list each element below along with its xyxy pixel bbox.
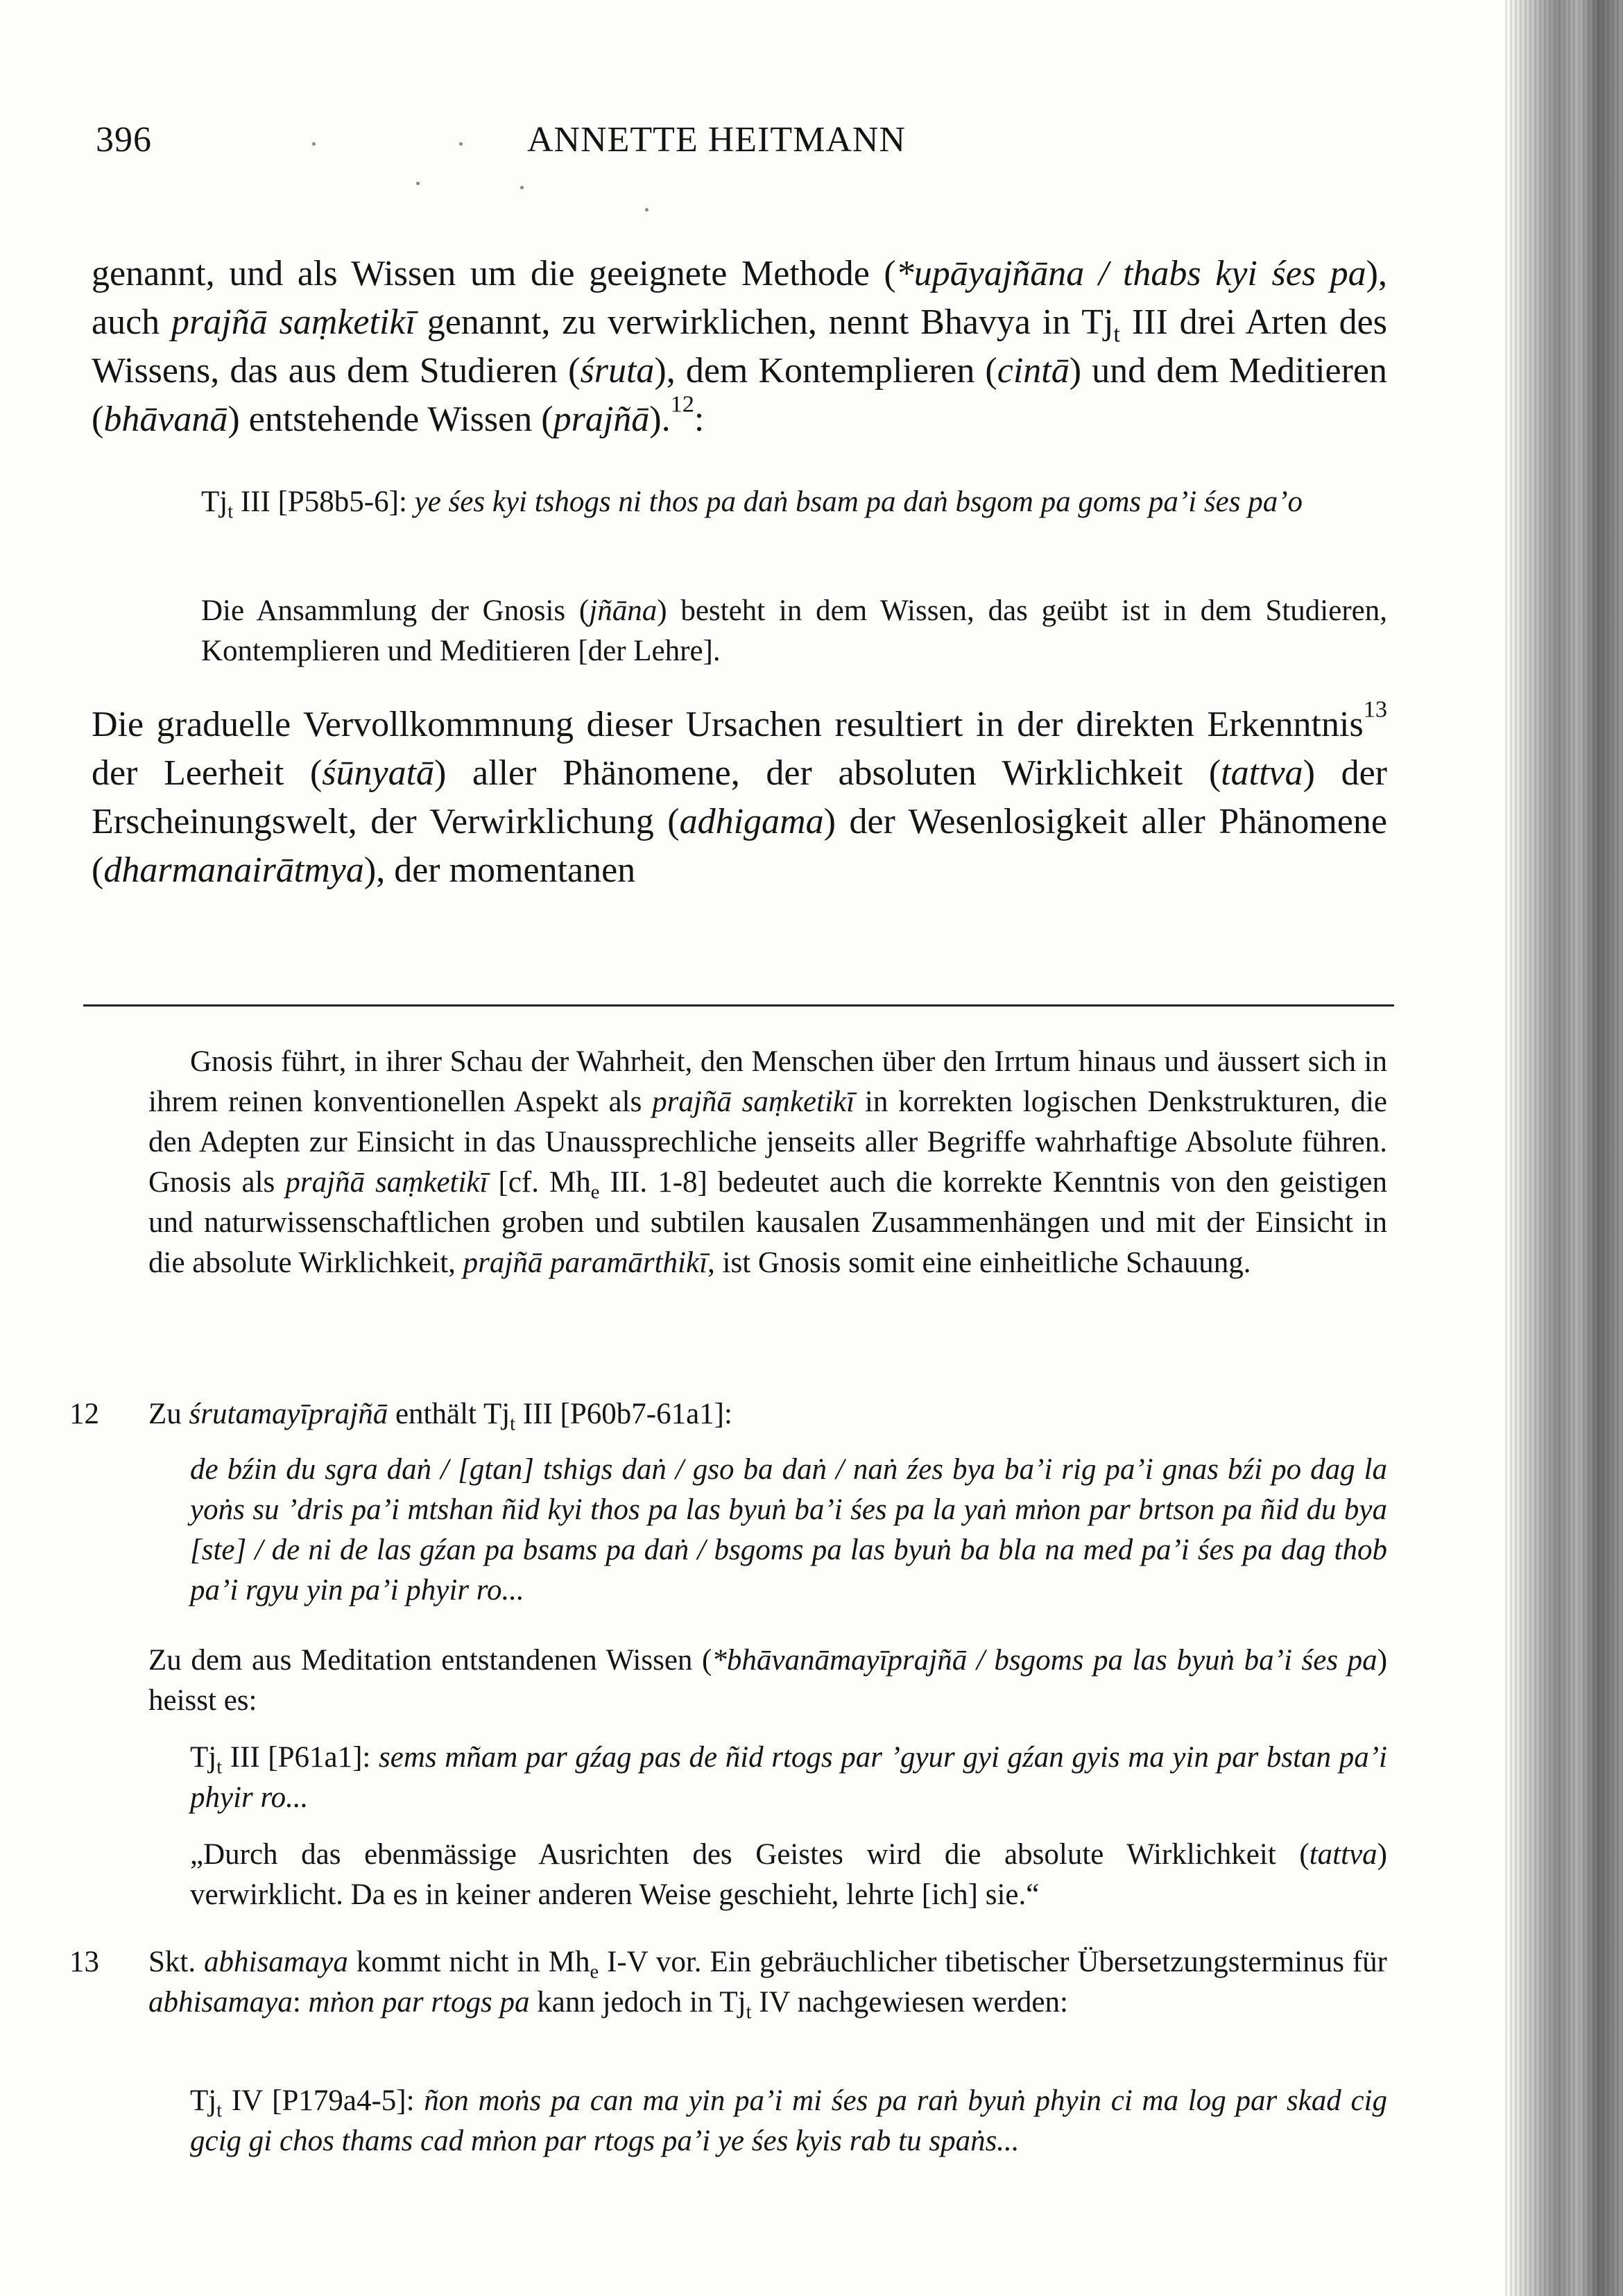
footnote-13-text: Skt. abhisamaya kommt nicht in $Mh_e$ I-V vor. Ein gebräuchlicher tibetischer Übersetzungsterminus für abhisamaya: mṅon par rtogs pa kann jedoch in $Tj_t$ IV nachgewiesen werden: [148, 1946, 1388, 2023]
footnote-12-translation: „Durch das ebenmässige Ausrichten des Geistes wird die absolute Wirklichkeit (tattva) verwirklicht. Da es in keiner anderen Weise geschieht, lehrte [ich] sie.“ [190, 1838, 1387, 1911]
book-spine-shadow [1505, 0, 1623, 2296]
footnote-12-intro: Zu śrutamayīprajñā enthält $Tj_t$ III [P60b7-61a1]: [148, 1398, 732, 1435]
running-head: ANNETTE HEITMANN [527, 120, 907, 160]
body-paragraph: Die graduelle Vervollkommnung dieser Ursachen resultiert in der direkten Erkenntnis$^{13}$ der Leerheit (śūnyatā) aller Phänomene, der absoluten Wirklichkeit (tattva) der Erscheinungswelt, der Verwirklichung (adhigama) der Wesenlosigkeit aller Phänomene (dharmanairātmya), der momentanen [92, 696, 1388, 890]
footnote-number: 13 [69, 1946, 99, 1978]
page-number: 396 [96, 120, 152, 160]
footnote-12-text: Zu dem aus Meditation entstandenen Wissen (*bhāvanāmayīprajñā / bsgoms pa las byuṅ ba’i śes pa) heisst es: [148, 1644, 1388, 1717]
footnote-12-quotation: $Tj_t$ III [P61a1]: sems mñam par gźag pas de ñid rtogs par ’gyur gyi gźan gyis ma yin par bstan pa’i phyir ro... [190, 1741, 1387, 1814]
footnote-separator [83, 1004, 1394, 1006]
scan-speck [520, 186, 524, 189]
footnote-continuation: Gnosis führt, in ihrer Schau der Wahrheit, den Menschen über den Irrtum hinaus und äussert sich in ihrem reinen konventionellen Aspekt als prajñā saṃketikī in korrekten logischen Denkstrukturen, die den Adepten zur Einsicht in das Unaussprechliche jenseits aller Begriffe wahrhaftige Absolute führen. Gnosis als prajñā saṃketikī [cf. $Mh_e$ III. 1-8] bedeutet auch die korrekte Kenntnis von den geistigen und naturwissenschaftlichen groben und subtilen kausalen Zusammenhängen und mit der Einsicht in die absolute Wirklichkeit, prajñā paramārthikī, ist Gnosis somit eine einheitliche Schauung. [148, 1045, 1387, 1279]
quotation-translation: Die Ansammlung der Gnosis (jñāna) besteht in dem Wissen, das geübt ist in dem Studieren, Kontemplieren und Meditieren [der Lehre]. [201, 594, 1387, 667]
body-paragraph: genannt, und als Wissen um die geeignete Methode (*upāyajñāna / thabs kyi śes pa), auch prajñā saṃketikī genannt, zu verwirklichen, nennt Bhavya in $Tj_t$ III drei Arten des Wissens, das aus dem Studieren (śruta), dem Kontemplieren (cintā) und dem Meditieren (bhāvanā) entstehende Wissen (prajñā).$^{12}$: [92, 254, 1387, 439]
scan-speck [312, 142, 316, 146]
footnote-13-quotation: $Tj_t$ IV [P179a4-5]: ñon moṅs pa can ma yin pa’i mi śes pa raṅ byuṅ phyin ci ma log par skad cig gcig gi chos thams cad mṅon par rtogs pa’i ye śes kyis rab tu spaṅs... [190, 2084, 1387, 2157]
footnote-number: 12 [69, 1398, 99, 1430]
scan-speck [459, 142, 463, 146]
scan-speck [645, 208, 649, 212]
footnote-12-quotation: de bźin du sgra daṅ / [gtan] tshigs daṅ / gso ba daṅ / naṅ źes bya ba’i rig pa’i gnas bźi po dag la yoṅs su ’dris pa’i mtshan ñid kyi thos pa las byuṅ ba’i śes pa la yaṅ mṅon par brtson pa ñid du bya [ste] / de ni de las gźan pa bsams pa daṅ / bsgoms pa las byuṅ ba bla na med pa’i śes pa dag thob pa’i rgyu yin pa’i phyir ro... [190, 1453, 1387, 1607]
quotation-tibetan: $Tj_t$ III [P58b5-6]: ye śes kyi tshogs ni thos pa daṅ bsam pa daṅ bsgom pa goms pa’i śes pa’o [201, 486, 1303, 523]
scan-speck [416, 182, 420, 185]
